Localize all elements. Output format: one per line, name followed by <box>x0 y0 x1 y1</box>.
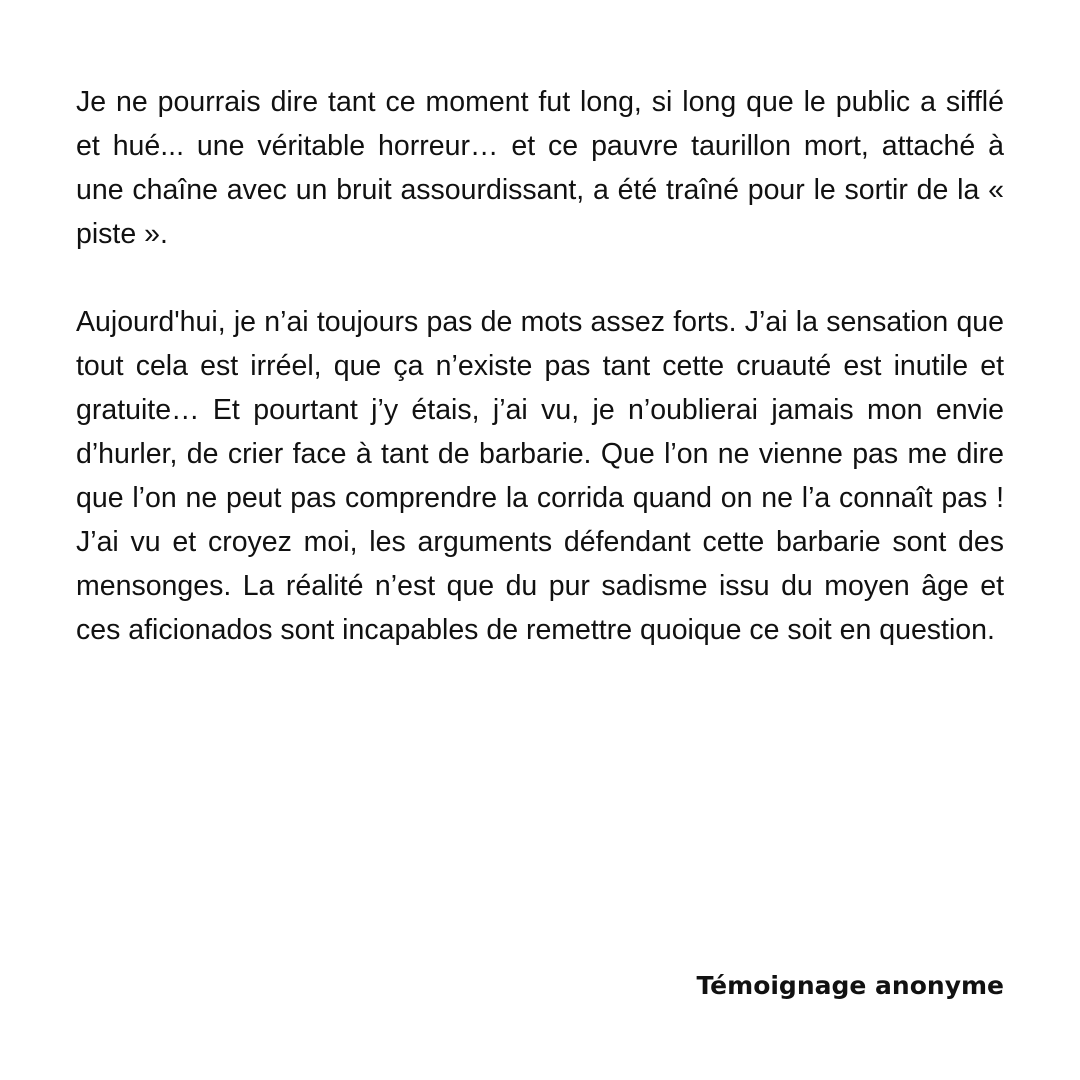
testimony-signature: Témoignage anonyme <box>696 971 1004 1000</box>
testimony-paragraph-2: Aujourd'hui, je n’ai toujours pas de mots assez forts. J’ai la sensation que tout cela est irréel, que ça n’existe pas tant cette cruauté est inutile et gratuite… Et pourtant j’y étais, j’ai vu, je n’oublierai jamais mon envie d’hurler, de crier face à tant de barbarie. Que l’on ne vienne pas me dire que l’on ne peut pas comprendre la corrida quand on ne l’a connaît pas ! J’ai vu et croyez moi, les arguments défendant cette barbarie sont des mensonges. La réalité n’est que du pur sadisme issu du moyen âge et ces aficionados sont incapables de remettre quoique ce soit en question. <box>76 306 1004 646</box>
testimony-body <box>76 80 1004 696</box>
testimony-paragraph-1: Je ne pourrais dire tant ce moment fut long, si long que le public a sifflé et hué... une véritable horreur… et ce pauvre taurillon mort, attaché à une chaîne avec un bruit assourdissant, a été traîné pour le sortir de la « piste ». <box>76 86 1004 250</box>
